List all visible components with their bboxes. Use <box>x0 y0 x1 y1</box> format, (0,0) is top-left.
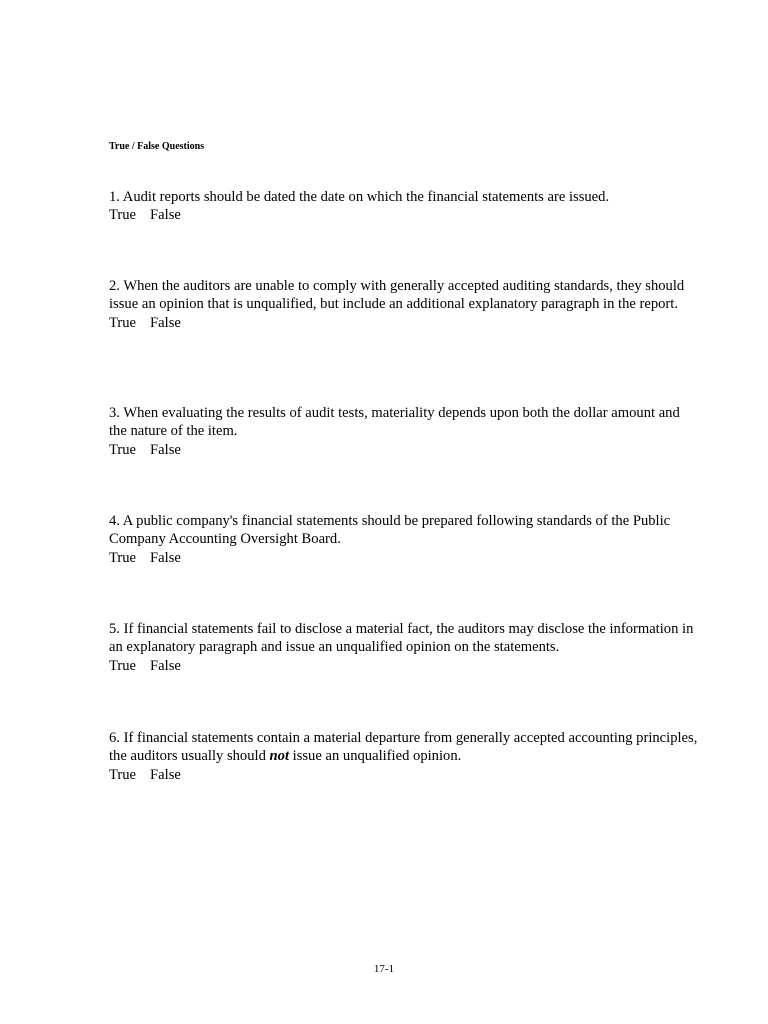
question-text: 2. When the auditors are unable to comply with generally accepted auditing standards, they should issue an opinion that is unqualified, but include an additional explanatory paragraph in the report. <box>109 278 685 313</box>
answer-options <box>109 314 699 332</box>
option-true: True <box>109 441 137 458</box>
option-true: True <box>109 766 137 783</box>
question-text-end: issue an unqualified opinion. <box>289 748 462 765</box>
question-text: 5. If financial statements fail to disclose a material fact, the auditors may disclose the information in an explanatory paragraph and issue an unqualified opinion on the statements. <box>109 621 694 656</box>
question-text: 4. A public company's financial statements should be prepared following standards of the Public Company Accounting Oversight Board. <box>109 513 671 548</box>
question-5 <box>109 620 699 675</box>
emphasis-not: not <box>269 748 289 765</box>
question-text: 1. Audit reports should be dated the date on which the financial statements are issued. <box>109 189 610 205</box>
answer-options <box>109 206 699 224</box>
question-1 <box>109 188 699 225</box>
answer-options <box>109 766 699 784</box>
question-3 <box>109 404 699 459</box>
option-false: False <box>150 314 181 331</box>
page-number: 17-1 <box>373 963 395 975</box>
option-false: False <box>150 657 181 674</box>
question-4 <box>109 512 699 567</box>
option-true: True <box>109 207 137 224</box>
question-text <box>109 729 699 766</box>
option-false: False <box>150 549 181 566</box>
option-false: False <box>150 207 181 224</box>
section-title: True / False Questions <box>109 141 205 152</box>
question-text: 3. When evaluating the results of audit tests, materiality depends upon both the dollar amount and the nature of the item. <box>109 405 680 440</box>
question-text-start: 6. If financial statements contain a material departure from generally accepted accounting principles, the auditors usually should <box>109 730 698 765</box>
question-6 <box>109 729 699 784</box>
option-true: True <box>109 314 137 331</box>
question-2 <box>109 277 699 332</box>
answer-options <box>109 657 699 675</box>
option-true: True <box>109 657 137 674</box>
answer-options <box>109 549 699 567</box>
option-false: False <box>150 441 181 458</box>
answer-options <box>109 441 699 459</box>
option-false: False <box>150 766 181 783</box>
option-true: True <box>109 549 137 566</box>
